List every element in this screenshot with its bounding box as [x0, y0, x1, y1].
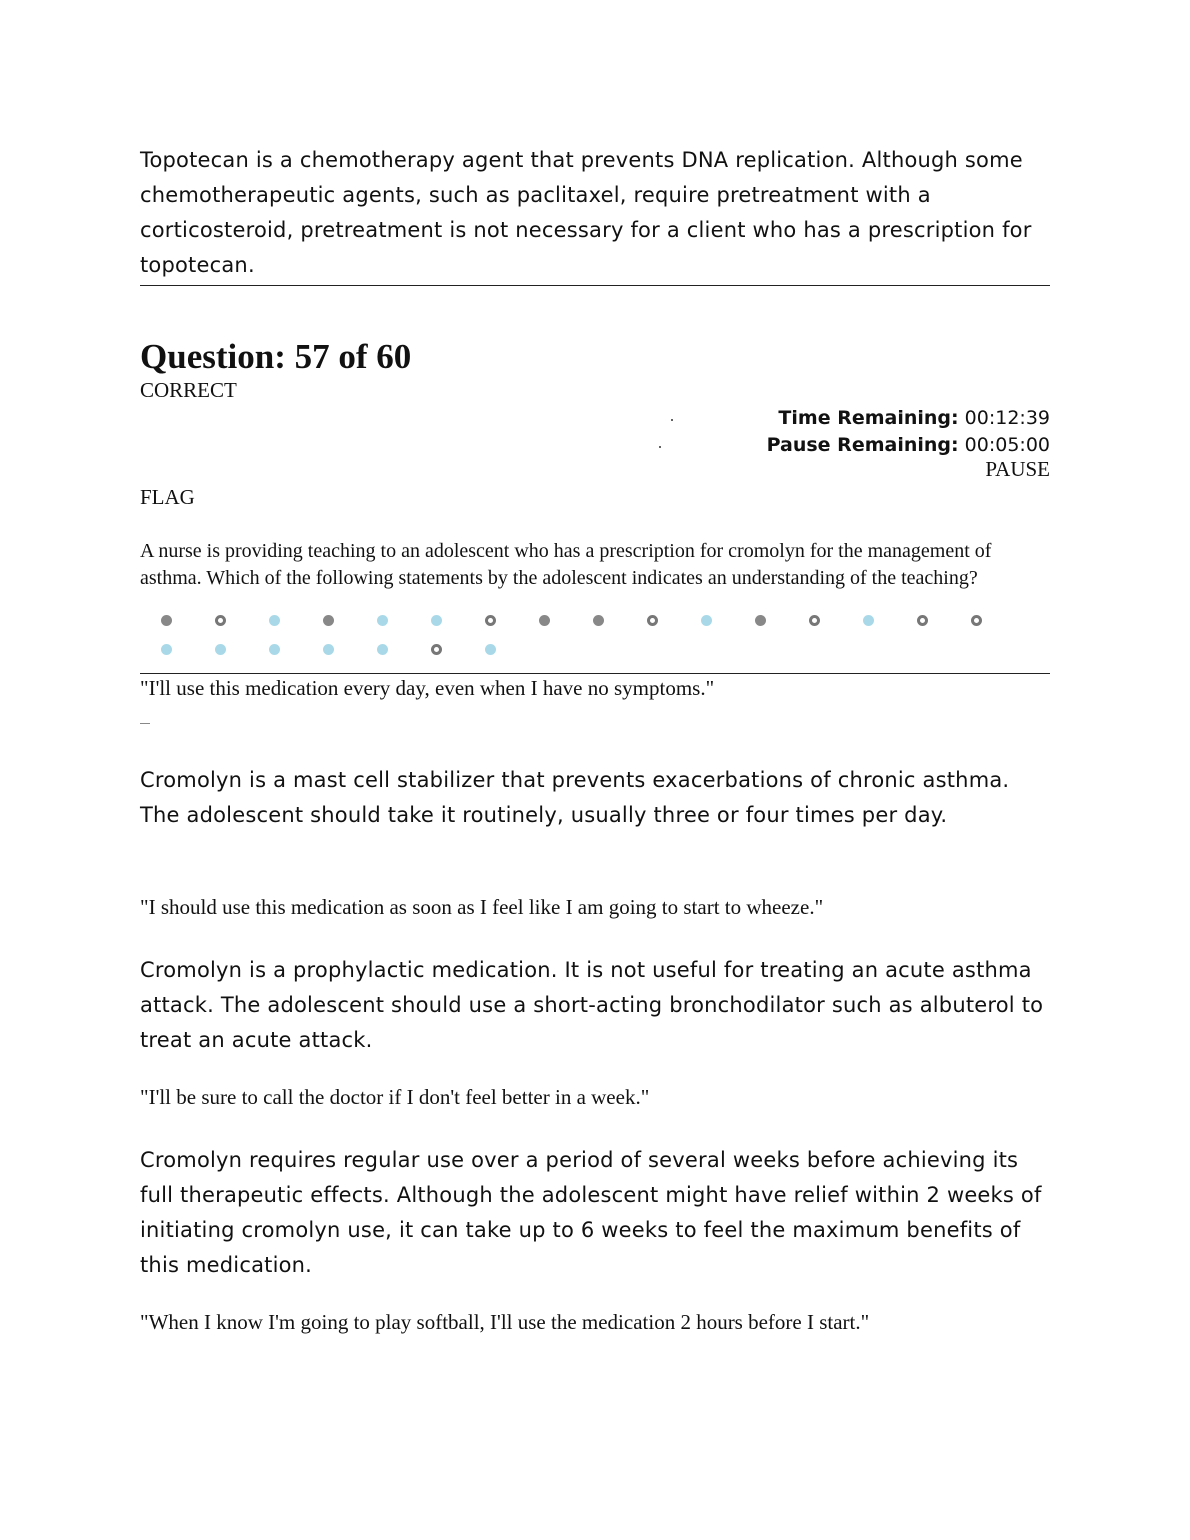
divider — [140, 723, 150, 724]
question-nav-dot[interactable] — [323, 644, 334, 655]
question-nav-dot[interactable] — [431, 644, 442, 655]
question-nav-dot[interactable] — [431, 615, 442, 626]
question-navigator — [140, 613, 1050, 674]
answer-option-3[interactable]: "I'll be sure to call the doctor if I don't feel better in a week." — [140, 1085, 650, 1109]
answer-option-2[interactable]: "I should use this medication as soon as I feel like I am going to start to wheeze." — [140, 895, 824, 919]
answer-option-1[interactable]: "I'll use this medication every day, even when I have no symptoms." — [140, 676, 715, 700]
question-nav-dot[interactable] — [485, 644, 496, 655]
pause-button[interactable]: PAUSE — [985, 457, 1050, 481]
question-nav-dot[interactable] — [809, 615, 820, 626]
question-nav-dot[interactable] — [215, 615, 226, 626]
time-remaining-value: 00:12:39 — [964, 407, 1050, 429]
question-nav-dot[interactable] — [269, 644, 280, 655]
question-nav-dot[interactable] — [161, 644, 172, 655]
time-remaining — [140, 405, 1050, 431]
pause-remaining — [140, 432, 1050, 458]
answer-status: CORRECT — [140, 378, 237, 402]
question-nav-dot[interactable] — [755, 615, 766, 626]
question-nav-dot[interactable] — [485, 615, 496, 626]
option-3-rationale: Cromolyn requires regular use over a period of several weeks before achieving its full therapeutic effects. Although the adolescent might have relief within 2 weeks of initiating cromolyn use, it can take up to 6 weeks to feel the maximum benefits of this medication. — [140, 1148, 1042, 1277]
question-nav-dot[interactable] — [539, 615, 550, 626]
pause-remaining-label: Pause Remaining: — [766, 434, 959, 456]
question-stem: A nurse is providing teaching to an adolescent who has a prescription for cromolyn for the management of asthma. Which of the following statements by the adolescent indicates an understanding of the teaching? — [140, 540, 992, 589]
question-nav-dot[interactable] — [323, 615, 334, 626]
previous-rationale: Topotecan is a chemotherapy agent that prevents DNA replication. Although some chemotherapeutic agents, such as paclitaxel, require pretreatment with a corticosteroid, pretreatment is not necessary for a client who has a prescription for topotecan. — [140, 143, 1050, 286]
question-nav-dot[interactable] — [701, 615, 712, 626]
question-nav-dot[interactable] — [971, 615, 982, 626]
question-nav-dot[interactable] — [377, 644, 388, 655]
question-nav-dot[interactable] — [917, 615, 928, 626]
question-nav-dot[interactable] — [863, 615, 874, 626]
answer-option-4[interactable]: "When I know I'm going to play softball, I'll use the medication 2 hours before I start." — [140, 1310, 870, 1334]
question-nav-dot[interactable] — [647, 615, 658, 626]
question-nav-dot[interactable] — [161, 615, 172, 626]
time-remaining-label: Time Remaining: — [778, 407, 959, 429]
flag-button[interactable]: FLAG — [140, 485, 195, 509]
question-nav-dot[interactable] — [377, 615, 388, 626]
question-nav-dot[interactable] — [215, 644, 226, 655]
question-nav-dot[interactable] — [269, 615, 280, 626]
option-2-rationale: Cromolyn is a prophylactic medication. It is not useful for treating an acute asthma attack. The adolescent should use a short-acting bronchodilator such as albuterol to treat an acute attack. — [140, 958, 1044, 1052]
question-nav-dot[interactable] — [593, 615, 604, 626]
question-title: Question: 57 of 60 — [140, 337, 412, 376]
option-1-rationale: Cromolyn is a mast cell stabilizer that prevents exacerbations of chronic asthma. The adolescent should take it routinely, usually three or four times per day. — [140, 768, 1010, 827]
pause-remaining-value: 00:05:00 — [964, 434, 1050, 456]
